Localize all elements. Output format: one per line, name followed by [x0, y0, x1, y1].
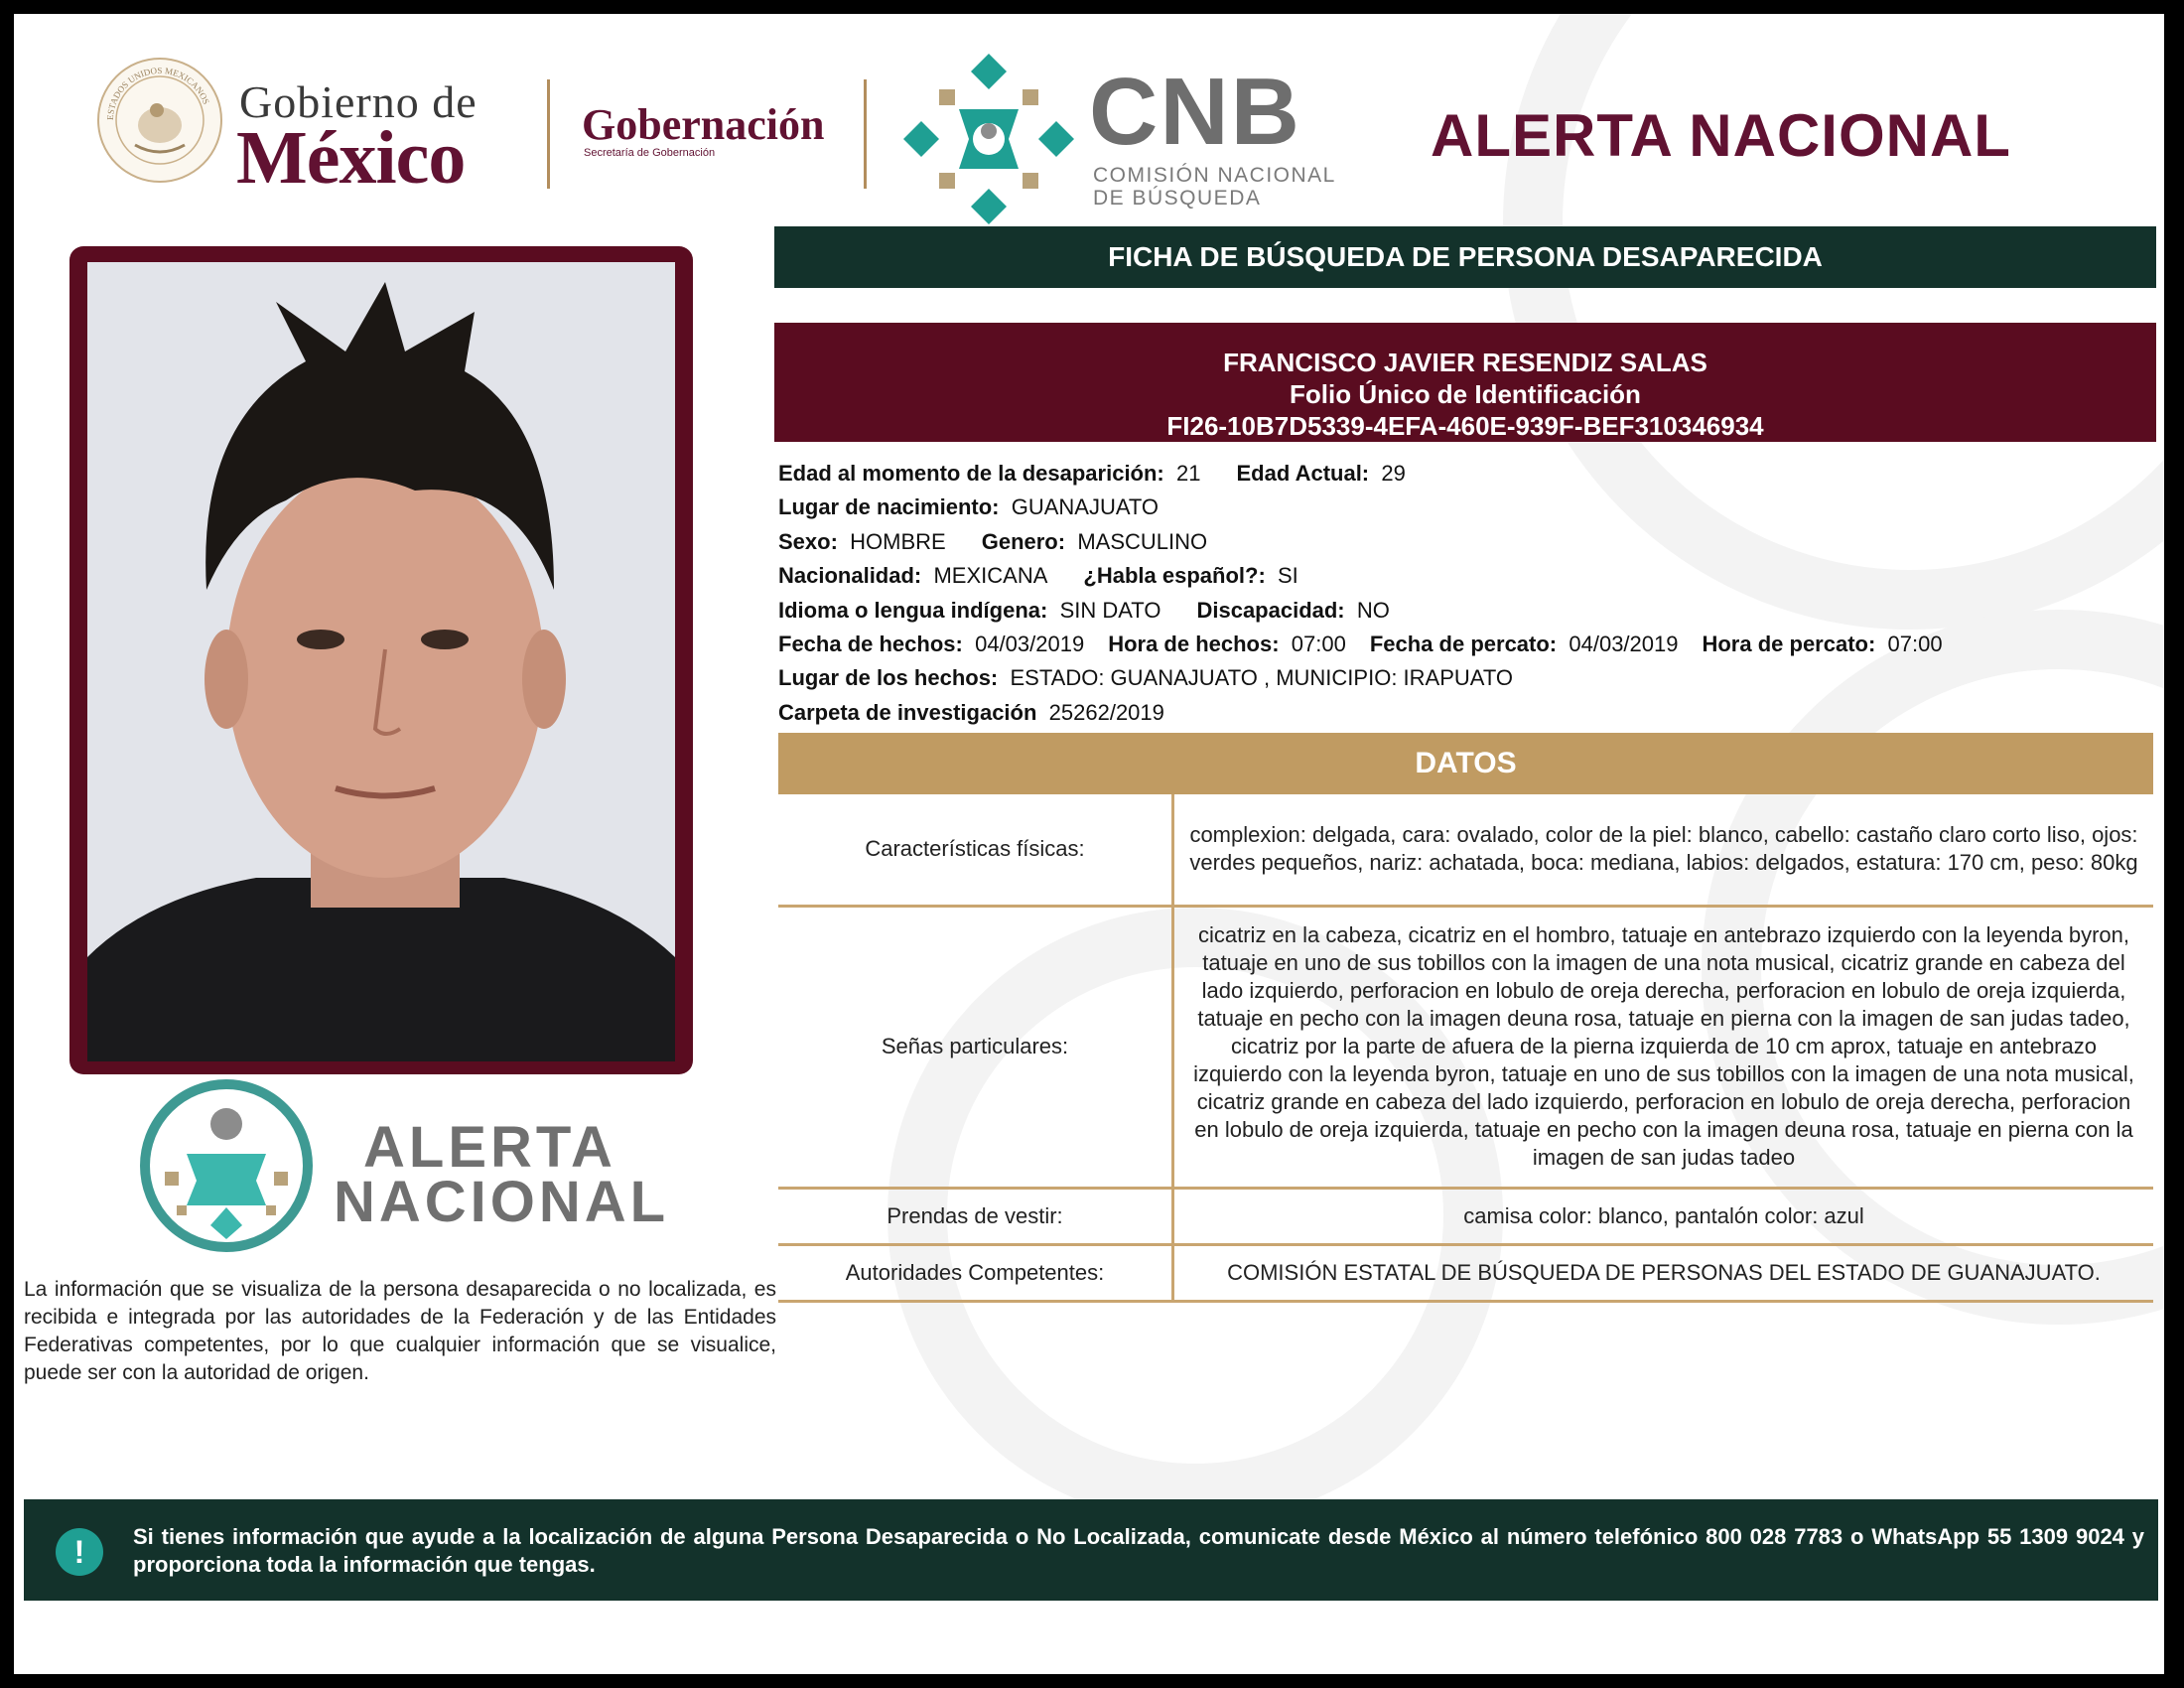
table-row — [778, 906, 2153, 1188]
row-label: Señas particulares: — [778, 906, 1173, 1188]
datos-table — [778, 794, 2153, 1303]
field-value: 29 — [1381, 461, 1406, 486]
cnb-subtitle-line1: COMISIÓN NACIONAL — [1093, 164, 1336, 187]
ficha-title-bar: FICHA DE BÚSQUEDA DE PERSONA DESAPARECIDA — [774, 226, 2156, 288]
folio-label: Folio Único de Identificación — [1290, 379, 1641, 409]
field-row — [778, 696, 1979, 730]
field-value: MEXICANA — [933, 563, 1048, 589]
person-name-box — [774, 323, 2156, 442]
seal-text: ESTADOS UNIDOS MEXICANOS — [104, 65, 211, 121]
field-value: HOMBRE — [850, 528, 946, 554]
row-value: complexion: delgada, cara: ovalado, color de la piel: blanco, cabello: castaño claro corto liso, ojos: verdes pequeños, nariz: achatada, boca: mediana, labios: delgados, estatura: 170 cm, peso: 80kg — [1173, 794, 2154, 906]
field-value: SIN DATO — [1059, 597, 1161, 623]
cnb-emblem-icon — [899, 50, 1078, 228]
field-label: Edad al momento de la desaparición: — [778, 461, 1164, 486]
gobierno-de-text: Gobierno de — [239, 76, 478, 127]
field-row — [778, 628, 1979, 661]
field-label: Hora de percato: — [1702, 631, 1876, 656]
alerta-nacional-title: ALERTA NACIONAL — [1431, 102, 2011, 169]
field-row — [778, 559, 1979, 593]
datos-title-bar: DATOS — [778, 733, 2153, 794]
nacional-logo-word: NACIONAL — [334, 1170, 670, 1234]
field-value: NO — [1356, 597, 1390, 623]
person-name: FRANCISCO JAVIER RESENDIZ SALAS — [1223, 348, 1707, 377]
field-row — [778, 491, 1979, 524]
header-divider — [864, 79, 867, 189]
field-label: Lugar de nacimiento: — [778, 494, 1000, 520]
field-label: Idioma o lengua indígena: — [778, 597, 1048, 623]
field-value: 21 — [1176, 461, 1201, 486]
table-row — [778, 1188, 2153, 1244]
contact-text: Si tienes información que ayude a la localización de alguna Persona Desaparecida o No Localizada, comunicate desde México al número telefónico 800 028 7783 o WhatsApp 55 1309 9024 y proporciona toda la información que tengas. — [133, 1524, 2144, 1577]
field-label: Fecha de hechos: — [778, 631, 963, 656]
field-value: ESTADO: GUANAJUATO , MUNICIPIO: IRAPUATO — [1010, 665, 1513, 691]
row-value: cicatriz en la cabeza, cicatriz en el hombro, tatuaje en antebrazo izquierdo con la leyenda byron, tatuaje en uno de sus tobillos con la imagen de una nota musical, cicatriz grande en cabeza del lado izquierdo, perforacion en lobulo de oreja derecha, perforacion en lobulo de oreja izquierda, tatuaje en pecho con la imagen deuna rosa, tatuaje en pierna con la imagen de san judas tadeo, cicatriz por la parte de afuera de la pierna izquierda de 10 cm aprox, tatuaje en antebrazo izquierdo con la leyenda byron, tatuaje en uno de sus tobillos con la imagen de una nota musical, cicatriz grande en cabeza del lado izquierdo, perforacion en lobulo de oreja derecha, perforacion en lobulo de oreja izquierda, tatuaje en pecho con la imagen deuna rosa, tatuaje en pierna con la imagen de san judas tadeo — [1173, 906, 2154, 1188]
coat-of-arms-seal-icon — [95, 56, 224, 185]
field-row — [778, 594, 1979, 628]
alerta-logo-word: ALERTA — [363, 1115, 616, 1180]
field-value: 04/03/2019 — [975, 631, 1085, 656]
field-value: 07:00 — [1291, 631, 1346, 656]
field-label: Carpeta de investigación — [778, 699, 1037, 725]
cnb-logo-text: CNB — [1089, 59, 1301, 165]
field-label: Sexo: — [778, 528, 838, 554]
field-value: SI — [1278, 563, 1298, 589]
gobernacion-logo-text: Gobernación — [582, 100, 825, 149]
gobernacion-subtitle: Secretaría de Gobernación — [584, 147, 716, 159]
mexico-text: México — [236, 116, 466, 200]
cnb-subtitle-line2: DE BÚSQUEDA — [1093, 187, 1262, 210]
person-photo — [87, 262, 675, 1061]
row-label: Características físicas: — [778, 794, 1173, 906]
field-value: MASCULINO — [1077, 528, 1208, 554]
portrait-illustration — [87, 262, 675, 1061]
folio-number: FI26-10B7D5339-4EFA-460E-939F-BEF310346934 — [1166, 411, 1764, 441]
field-row — [778, 457, 1979, 491]
alerta-nacional-emblem-icon — [137, 1076, 316, 1255]
field-label: ¿Habla español?: — [1083, 563, 1266, 589]
field-label: Hora de hechos: — [1108, 631, 1280, 656]
field-label: Lugar de los hechos: — [778, 665, 999, 691]
field-row — [778, 525, 1979, 559]
field-value: 25262/2019 — [1048, 699, 1164, 725]
table-row — [778, 794, 2153, 906]
header-divider — [547, 79, 550, 189]
field-label: Fecha de percato: — [1369, 631, 1558, 656]
exclamation-icon: ! — [56, 1528, 103, 1576]
field-label: Edad Actual: — [1236, 461, 1370, 486]
row-value: COMISIÓN ESTATAL DE BÚSQUEDA DE PERSONAS DEL ESTADO DE GUANAJUATO. — [1173, 1244, 2154, 1301]
field-value: 07:00 — [1887, 631, 1943, 656]
person-fields — [778, 457, 1979, 730]
field-value: GUANAJUATO — [1011, 494, 1160, 520]
field-label: Nacionalidad: — [778, 563, 922, 589]
row-value: camisa color: blanco, pantalón color: azul — [1173, 1188, 2154, 1244]
field-label: Discapacidad: — [1196, 597, 1345, 623]
table-row — [778, 1244, 2153, 1301]
field-row — [778, 661, 1979, 695]
disclaimer-text: La información que se visualiza de la persona desaparecida o no localizada, es recibida e integrada por las autoridades de la Federación y de las Entidades Federativas competentes, por lo que cualquier información que se visualice, puede ser con la autoridad de origen. — [24, 1278, 776, 1384]
field-value: 04/03/2019 — [1569, 631, 1679, 656]
row-label: Autoridades Competentes: — [778, 1244, 1173, 1301]
field-label: Genero: — [981, 528, 1066, 554]
row-label: Prendas de vestir: — [778, 1188, 1173, 1244]
search-sheet — [14, 14, 2164, 1674]
